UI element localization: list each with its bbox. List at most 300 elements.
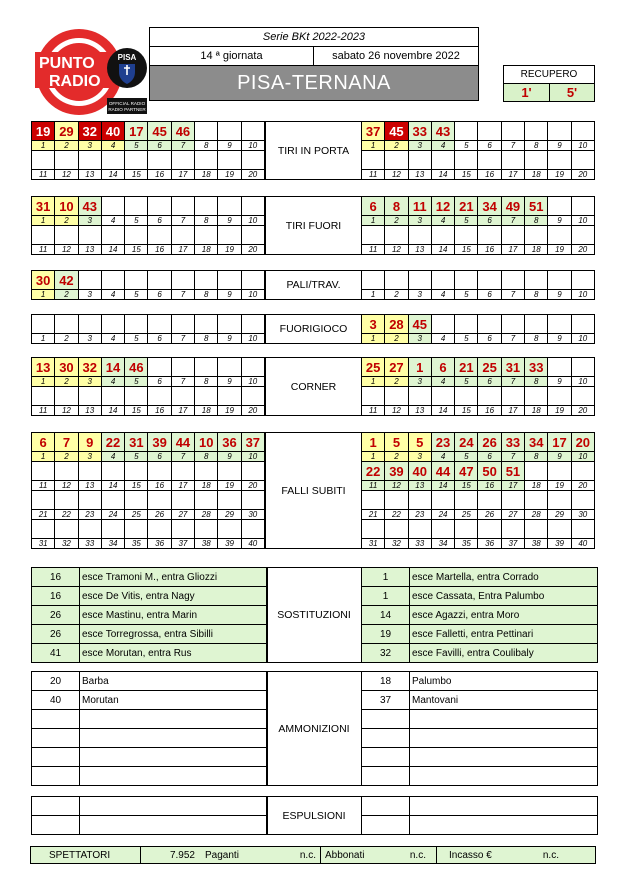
stat-value-cell (572, 122, 595, 141)
stat-value-cell (478, 520, 501, 539)
stat-value-cell (242, 122, 265, 141)
away-ammonizioni-list (361, 671, 598, 786)
stat-index-cell: 11 (362, 170, 385, 180)
stat-index-cell: 17 (502, 406, 525, 416)
category-label-espulsioni: ESPULSIONI (266, 796, 362, 835)
stat-value-cell: 32 (79, 122, 102, 141)
category-label-pali-trav: PALI/TRAV. (265, 270, 362, 300)
stat-index-cell: 16 (148, 406, 171, 416)
stat-index-cell: 4 (102, 452, 125, 462)
event-text: esce Torregrossa, entra Sibilli (80, 625, 268, 644)
stat-index-cell: 10 (242, 290, 265, 300)
stat-index-cell: 1 (362, 334, 385, 344)
stat-value-cell: 6 (432, 358, 455, 377)
stat-index-cell: 1 (362, 452, 385, 462)
list-item (32, 816, 268, 835)
stat-index-cell: 3 (409, 334, 432, 344)
event-text (80, 748, 268, 767)
stat-value-cell (172, 197, 195, 216)
stat-index-cell: 36 (478, 539, 501, 549)
event-minute: 19 (362, 625, 410, 644)
paganti-value: n.c. (299, 849, 316, 861)
stat-index-cell: 30 (242, 510, 265, 520)
list-item (32, 606, 268, 625)
stat-value-cell (548, 122, 571, 141)
stat-value-cell (548, 491, 571, 510)
stat-index-cell: 6 (478, 377, 501, 387)
stat-value-cell (195, 358, 218, 377)
list-item (362, 797, 598, 816)
list-item (32, 587, 268, 606)
stat-index-cell: 8 (525, 216, 548, 226)
stat-value-cell: 46 (125, 358, 148, 377)
stat-index-cell: 4 (102, 141, 125, 151)
stat-value-cell: 43 (432, 122, 455, 141)
stat-index-cell: 9 (548, 377, 571, 387)
stat-value-cell (195, 387, 218, 406)
stat-value-cell (172, 226, 195, 245)
stat-index-cell: 40 (242, 539, 265, 549)
event-minute (362, 748, 410, 767)
stat-value-cell (55, 462, 78, 481)
stat-index-cell: 10 (572, 141, 595, 151)
stat-value-cell (432, 387, 455, 406)
stat-value-cell (125, 315, 148, 334)
incasso-value: n.c. (542, 849, 559, 861)
stat-value-cell: 44 (432, 462, 455, 481)
stat-index-cell: 18 (525, 406, 548, 416)
stat-value-cell (195, 122, 218, 141)
stat-index-cell: 6 (478, 141, 501, 151)
stat-value-cell: 17 (548, 433, 571, 452)
stat-index-cell: 10 (242, 141, 265, 151)
stat-value-cell (572, 271, 595, 290)
stat-value-cell (125, 462, 148, 481)
round-label: 14 ª giornata (149, 46, 314, 66)
event-minute (32, 816, 80, 835)
match-date: sabato 26 novembre 2022 (313, 46, 479, 66)
stat-value-cell (102, 197, 125, 216)
stat-value-cell (79, 226, 102, 245)
event-minute (32, 748, 80, 767)
stat-index-cell: 9 (548, 334, 571, 344)
stat-value-cell: 6 (32, 433, 55, 452)
stat-value-cell (502, 151, 525, 170)
list-item (32, 625, 268, 644)
event-minute (362, 816, 410, 835)
stat-index-cell: 32 (385, 539, 408, 549)
stat-index-cell: 9 (548, 216, 571, 226)
stat-index-cell: 20 (572, 481, 595, 491)
stat-value-cell (362, 491, 385, 510)
stat-index-cell: 33 (79, 539, 102, 549)
stat-index-cell: 24 (102, 510, 125, 520)
stat-index-cell: 15 (125, 245, 148, 255)
stat-index-cell: 5 (455, 141, 478, 151)
stat-value-cell: 49 (502, 197, 525, 216)
stat-value-cell (548, 462, 571, 481)
stat-index-cell: 2 (55, 377, 78, 387)
recupero-second-half: 5' (549, 83, 595, 102)
stat-value-cell (385, 271, 408, 290)
stat-value-cell: 23 (432, 433, 455, 452)
stat-value-cell (218, 315, 241, 334)
stat-index-cell: 10 (242, 216, 265, 226)
stat-value-cell (242, 315, 265, 334)
stat-value-cell (525, 226, 548, 245)
stat-index-cell: 16 (478, 245, 501, 255)
stat-value-cell (455, 491, 478, 510)
abbonati-cell (321, 847, 437, 863)
stat-index-cell: 8 (525, 334, 548, 344)
stat-value-cell (125, 151, 148, 170)
stat-index-cell: 4 (102, 290, 125, 300)
stat-value-cell: 22 (362, 462, 385, 481)
stat-index-cell: 18 (525, 245, 548, 255)
stat-index-cell: 19 (548, 170, 571, 180)
event-text (410, 748, 598, 767)
stat-value-cell: 31 (32, 197, 55, 216)
logo-text-radio: RADIO (49, 73, 101, 90)
stat-index-cell: 1 (362, 377, 385, 387)
stat-index-cell: 5 (125, 141, 148, 151)
stat-index-cell: 10 (572, 290, 595, 300)
stat-index-cell: 2 (385, 216, 408, 226)
stat-index-cell: 27 (172, 510, 195, 520)
category-label-sostituzioni: SOSTITUZIONI (266, 567, 362, 663)
event-text: esce Agazzi, entra Moro (410, 606, 598, 625)
stat-index-cell: 17 (172, 406, 195, 416)
stat-index-cell: 9 (218, 452, 241, 462)
home-espulsioni-list (31, 796, 268, 835)
stat-index-cell: 18 (525, 170, 548, 180)
stat-value-cell (242, 387, 265, 406)
stat-value-cell (548, 520, 571, 539)
stat-index-cell: 15 (455, 481, 478, 491)
stat-value-cell (385, 226, 408, 245)
stat-value-cell (148, 491, 171, 510)
stat-index-cell: 14 (432, 170, 455, 180)
stat-index-cell: 23 (79, 510, 102, 520)
stat-value-cell: 40 (409, 462, 432, 481)
stat-value-cell (548, 197, 571, 216)
stat-value-cell (32, 491, 55, 510)
stat-value-cell: 45 (148, 122, 171, 141)
stat-index-cell: 2 (55, 334, 78, 344)
stat-value-cell: 37 (242, 433, 265, 452)
event-minute: 26 (32, 625, 80, 644)
event-minute: 26 (32, 606, 80, 625)
stat-value-cell: 25 (362, 358, 385, 377)
stat-index-cell: 39 (548, 539, 571, 549)
stat-index-cell: 22 (385, 510, 408, 520)
stat-index-cell: 11 (362, 406, 385, 416)
stat-index-cell: 6 (478, 290, 501, 300)
stat-index-cell: 13 (409, 406, 432, 416)
stat-value-cell (32, 151, 55, 170)
stat-index-cell: 11 (32, 481, 55, 491)
list-item (362, 587, 598, 606)
stat-index-cell: 15 (125, 406, 148, 416)
event-text: esce Mastinu, entra Marin (80, 606, 268, 625)
away-corner-grid (361, 357, 595, 416)
stat-value-cell (409, 491, 432, 510)
stat-index-cell: 2 (385, 377, 408, 387)
stat-value-cell (502, 491, 525, 510)
stat-index-cell: 1 (32, 216, 55, 226)
stat-index-cell: 5 (125, 377, 148, 387)
stat-index-cell: 29 (218, 510, 241, 520)
stat-index-cell: 18 (195, 481, 218, 491)
stat-index-cell: 10 (572, 377, 595, 387)
list-item (32, 748, 268, 767)
stat-index-cell: 17 (172, 170, 195, 180)
stat-value-cell (79, 315, 102, 334)
list-item (32, 672, 268, 691)
stat-value-cell (502, 122, 525, 141)
stat-value-cell (172, 151, 195, 170)
stat-value-cell (218, 462, 241, 481)
stat-value-cell (32, 462, 55, 481)
stat-index-cell: 9 (218, 216, 241, 226)
event-text (80, 797, 268, 816)
stat-value-cell (32, 315, 55, 334)
stat-index-cell: 9 (548, 452, 571, 462)
stat-value-cell (455, 315, 478, 334)
list-item (32, 710, 268, 729)
event-minute: 1 (362, 587, 410, 606)
stat-value-cell (148, 358, 171, 377)
stat-index-cell: 8 (195, 334, 218, 344)
stat-index-cell: 16 (148, 245, 171, 255)
stat-value-cell (55, 315, 78, 334)
home-falli-subiti-grid (31, 432, 265, 549)
stat-value-cell (385, 387, 408, 406)
stat-index-cell: 6 (478, 452, 501, 462)
stat-value-cell (409, 520, 432, 539)
stat-value-cell (548, 315, 571, 334)
event-minute: 20 (32, 672, 80, 691)
spettatori-value: 7.952 (169, 849, 195, 861)
category-label-tiri-in-porta: TIRI IN PORTA (265, 121, 362, 180)
stat-index-cell: 6 (478, 334, 501, 344)
stat-value-cell (572, 520, 595, 539)
stat-value-cell (548, 151, 571, 170)
event-text: esce Favilli, entra Coulibaly (410, 644, 598, 663)
stat-index-cell: 38 (525, 539, 548, 549)
stat-value-cell (548, 387, 571, 406)
stat-index-cell: 6 (148, 290, 171, 300)
category-label-ammonizioni: AMMONIZIONI (266, 671, 362, 786)
event-text (410, 767, 598, 786)
stat-value-cell: 45 (385, 122, 408, 141)
stat-value-cell (102, 226, 125, 245)
stat-index-cell: 14 (432, 481, 455, 491)
spettatori-label: SPETTATORI (31, 847, 141, 863)
stat-value-cell (548, 358, 571, 377)
stat-index-cell: 5 (455, 452, 478, 462)
stat-value-cell (455, 226, 478, 245)
stat-index-cell: 15 (125, 170, 148, 180)
stat-value-cell (172, 271, 195, 290)
stat-index-cell: 2 (55, 290, 78, 300)
stat-index-cell: 17 (502, 481, 525, 491)
category-label-corner: CORNER (265, 357, 362, 416)
stat-value-cell (148, 226, 171, 245)
stat-index-cell: 1 (32, 377, 55, 387)
stat-value-cell (195, 491, 218, 510)
stat-value-cell (125, 197, 148, 216)
stat-value-cell: 19 (32, 122, 55, 141)
stat-index-cell: 4 (102, 334, 125, 344)
stat-index-cell: 18 (195, 170, 218, 180)
stat-index-cell: 37 (502, 539, 525, 549)
stat-index-cell: 8 (195, 290, 218, 300)
stat-index-cell: 1 (362, 290, 385, 300)
stat-index-cell: 9 (548, 290, 571, 300)
stat-value-cell (478, 226, 501, 245)
stat-value-cell: 33 (525, 358, 548, 377)
stat-value-cell: 7 (55, 433, 78, 452)
home-ammonizioni-list (31, 671, 268, 786)
home-fuorigioco-grid (31, 314, 265, 344)
stat-index-cell: 7 (502, 334, 525, 344)
event-minute (32, 797, 80, 816)
home-tiri-in-porta-grid (31, 121, 265, 180)
stat-index-cell: 27 (502, 510, 525, 520)
stat-value-cell (525, 462, 548, 481)
event-text (80, 767, 268, 786)
stat-value-cell (385, 520, 408, 539)
stat-index-cell: 12 (385, 481, 408, 491)
stat-index-cell: 20 (242, 170, 265, 180)
list-item (362, 606, 598, 625)
stat-index-cell: 18 (195, 245, 218, 255)
logo-partner-text-2: RADIO PARTNER (108, 107, 146, 112)
stat-index-cell: 5 (125, 290, 148, 300)
stat-value-cell (242, 151, 265, 170)
stat-index-cell: 2 (385, 290, 408, 300)
stat-index-cell: 1 (32, 141, 55, 151)
stat-index-cell: 20 (572, 170, 595, 180)
stat-value-cell: 30 (55, 358, 78, 377)
logo-text-punto: PUNTO (39, 55, 95, 72)
event-text (410, 729, 598, 748)
stat-value-cell (572, 462, 595, 481)
stat-index-cell: 15 (455, 170, 478, 180)
stat-value-cell: 17 (125, 122, 148, 141)
stat-index-cell: 13 (409, 481, 432, 491)
stat-value-cell (572, 491, 595, 510)
stat-value-cell (409, 271, 432, 290)
event-minute (32, 767, 80, 786)
stat-index-cell: 10 (572, 216, 595, 226)
stat-value-cell (525, 315, 548, 334)
stat-value-cell (32, 226, 55, 245)
stat-value-cell (572, 315, 595, 334)
stat-index-cell: 18 (525, 481, 548, 491)
stat-index-cell: 28 (525, 510, 548, 520)
stat-index-cell: 7 (172, 452, 195, 462)
stat-value-cell: 20 (572, 433, 595, 452)
stat-index-cell: 4 (432, 377, 455, 387)
stat-index-cell: 7 (502, 141, 525, 151)
logo-partner-text-1: OFFICIAL RADIO (108, 101, 146, 106)
stat-index-cell: 5 (455, 216, 478, 226)
stat-index-cell: 7 (502, 452, 525, 462)
stat-index-cell: 11 (32, 245, 55, 255)
stat-value-cell: 34 (478, 197, 501, 216)
match-title: PISA-TERNANA (149, 65, 479, 101)
stat-index-cell: 13 (79, 481, 102, 491)
stat-index-cell: 16 (148, 481, 171, 491)
stat-value-cell (172, 315, 195, 334)
event-minute: 40 (32, 691, 80, 710)
home-sostituzioni-list (31, 567, 268, 663)
stat-value-cell: 30 (32, 271, 55, 290)
stat-value-cell (409, 226, 432, 245)
stat-value-cell (572, 197, 595, 216)
stat-index-cell: 13 (79, 170, 102, 180)
stat-index-cell: 2 (55, 216, 78, 226)
stat-value-cell (195, 151, 218, 170)
stat-value-cell (148, 197, 171, 216)
stat-value-cell (478, 122, 501, 141)
stat-index-cell: 7 (502, 290, 525, 300)
stat-index-cell: 13 (409, 170, 432, 180)
stat-value-cell (455, 151, 478, 170)
stat-value-cell: 6 (362, 197, 385, 216)
stat-value-cell (172, 520, 195, 539)
stat-value-cell (218, 491, 241, 510)
stat-index-cell: 3 (79, 377, 102, 387)
stat-value-cell: 33 (409, 122, 432, 141)
stat-index-cell: 16 (478, 170, 501, 180)
event-text: esce Martella, entra Corrado (410, 568, 598, 587)
list-item (362, 625, 598, 644)
stat-value-cell: 36 (218, 433, 241, 452)
event-minute (362, 767, 410, 786)
stat-value-cell (102, 271, 125, 290)
event-text: esce De Vitis, entra Nagy (80, 587, 268, 606)
stat-index-cell: 9 (548, 141, 571, 151)
stat-index-cell: 7 (172, 334, 195, 344)
stat-value-cell (432, 271, 455, 290)
stat-value-cell: 21 (455, 358, 478, 377)
stat-index-cell: 12 (385, 170, 408, 180)
stat-value-cell (502, 226, 525, 245)
stat-index-cell: 29 (548, 510, 571, 520)
stat-index-cell: 12 (55, 170, 78, 180)
stat-value-cell (195, 226, 218, 245)
stat-value-cell (79, 387, 102, 406)
stat-value-cell (148, 387, 171, 406)
category-label-tiri-fuori: TIRI FUORI (265, 196, 362, 255)
stat-index-cell: 24 (432, 510, 455, 520)
stat-value-cell (148, 271, 171, 290)
stat-value-cell (195, 197, 218, 216)
stat-value-cell: 34 (525, 433, 548, 452)
stat-index-cell: 14 (102, 245, 125, 255)
home-corner-grid (31, 357, 265, 416)
stat-value-cell (148, 151, 171, 170)
stat-index-cell: 20 (242, 406, 265, 416)
list-item (32, 797, 268, 816)
stat-value-cell (195, 271, 218, 290)
stat-index-cell: 4 (102, 377, 125, 387)
stat-value-cell (125, 491, 148, 510)
stat-index-cell: 18 (195, 406, 218, 416)
